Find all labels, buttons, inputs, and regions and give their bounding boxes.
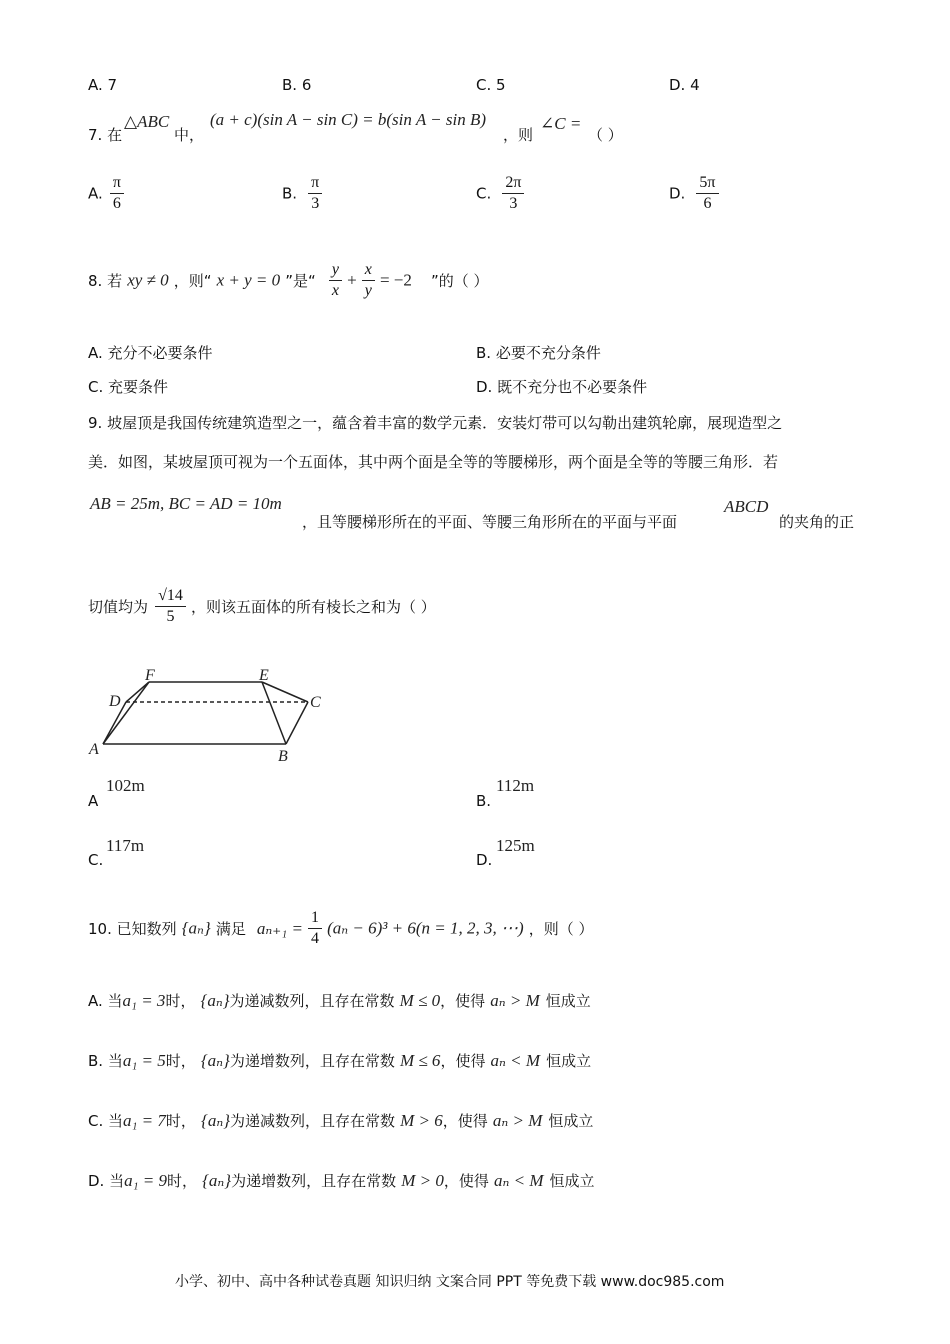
q8-fy-den: x xyxy=(331,282,339,299)
q9-pentahedron-figure xyxy=(86,662,336,767)
q7-option-c-den: 3 xyxy=(509,195,518,212)
q9-tan-fraction xyxy=(155,586,186,627)
q10-option-b xyxy=(88,1050,591,1071)
q7-option-c xyxy=(476,173,524,214)
q9-line4a: 切值均为 xyxy=(88,598,149,616)
q8-option-a: A. 充分不必要条件 xyxy=(88,344,213,362)
q10-c-ineq: aₙ > M xyxy=(492,1111,543,1130)
q10-b-t2: 时， xyxy=(165,1052,196,1070)
edge-bc xyxy=(286,702,308,744)
q9-line3: ，且等腰梯形所在的平面、等腰三角形所在的平面与平面 xyxy=(302,513,678,531)
q9-tan-num: √14 xyxy=(155,586,186,607)
q10-d-ineq: aₙ < M xyxy=(493,1171,544,1190)
q10-b-seq: {aₙ} xyxy=(200,1051,230,1070)
q10-option-c xyxy=(88,1110,593,1131)
q6-option-a: A. 7 xyxy=(88,76,118,94)
q10-d-t4: ，使得 xyxy=(443,1172,489,1190)
q10-b-cond: a₁ = 5 xyxy=(122,1051,166,1070)
q7-blank: （ ） xyxy=(588,126,623,144)
q10-suffix: ，则（ ） xyxy=(528,920,594,938)
q7-triangle: △ABC xyxy=(124,112,170,131)
q8-fraction-y-over-x xyxy=(329,260,342,301)
label-c: C xyxy=(310,694,321,711)
q8-fy-num: y xyxy=(329,260,342,281)
q10-d-cond: a₁ = 9 xyxy=(124,1171,167,1190)
q10-b-t1: B. 当 xyxy=(88,1052,123,1070)
q10-a-m: M ≤ 0 xyxy=(399,991,441,1010)
q10-c-t3: 为递减数列，且存在常数 xyxy=(230,1112,396,1130)
q8-option-d: D. 既不充分也不必要条件 xyxy=(476,378,648,396)
label-f: F xyxy=(145,667,155,684)
q8-option-c: C. 充要条件 xyxy=(88,378,169,396)
q10-frac-num: 1 xyxy=(308,908,322,929)
q10-frac-den: 4 xyxy=(311,930,320,947)
label-d: D xyxy=(109,693,121,710)
q9-given: AB = 25m, BC = AD = 10m xyxy=(90,494,282,513)
q10-a-t4: ，使得 xyxy=(440,992,486,1010)
q10-rhs: (aₙ − 6)³ + 6(n = 1, 2, 3, ⋯) xyxy=(327,918,524,938)
q10-c-t1: C. 当 xyxy=(88,1112,124,1130)
q10-fraction xyxy=(308,908,322,949)
q9-option-c-value: 117m xyxy=(106,836,145,855)
q9-line1: 9. 坡屋顶是我国传统建筑造型之一，蕴含着丰富的数学元素．安装灯带可以勾勒出建筑轮廓，展现造型之 xyxy=(88,414,783,432)
q10-d-t2: 时， xyxy=(166,1172,197,1190)
q10-a-t5: 恒成立 xyxy=(545,992,591,1010)
q8-fx-num: x xyxy=(362,260,375,281)
q10-lhs: aₙ₊₁ = xyxy=(256,918,303,938)
q7-option-d xyxy=(669,173,719,214)
q10-c-t4: ，使得 xyxy=(442,1112,488,1130)
q9-option-d-letter: D. xyxy=(476,851,493,869)
q7-suffix: ，则 xyxy=(503,126,534,144)
q10-d-t3: 为递增数列，且存在常数 xyxy=(231,1172,397,1190)
q7-option-b-den: 3 xyxy=(311,195,320,212)
q7-option-c-letter: C. xyxy=(476,184,492,203)
q7-option-b xyxy=(282,173,322,214)
q7-option-b-num: π xyxy=(308,173,322,194)
label-a: A xyxy=(89,741,99,758)
q8-plus: + xyxy=(347,270,357,290)
q7-option-c-num: 2π xyxy=(502,173,524,194)
page-footer: 小学、初中、高中各种试卷真题 知识归纳 文案合同 PPT 等免费下载 www.doc985.com xyxy=(175,1274,725,1290)
q10-c-seq: {aₙ} xyxy=(201,1111,231,1130)
q10-b-t3: 为递增数列，且存在常数 xyxy=(229,1052,395,1070)
label-e: E xyxy=(259,667,269,684)
q7-option-c-fraction xyxy=(502,173,524,214)
q10-a-ineq: aₙ > M xyxy=(490,991,540,1010)
q7-option-d-fraction xyxy=(696,173,718,214)
q8-fx-den: y xyxy=(364,282,372,299)
q10-b-t5: 恒成立 xyxy=(546,1052,592,1070)
q8-fraction-x-over-y xyxy=(362,260,375,301)
q8-option-b: B. 必要不充分条件 xyxy=(476,344,601,362)
q10-b-t4: ，使得 xyxy=(440,1052,486,1070)
q10-stem xyxy=(88,908,594,949)
q7-option-b-letter: B. xyxy=(282,184,298,203)
q10-option-d xyxy=(88,1170,595,1191)
q10-d-m: M > 0 xyxy=(401,1171,444,1190)
q7-option-d-letter: D. xyxy=(669,184,686,203)
q9-option-d-value: 125m xyxy=(496,836,535,855)
q7-prefix: 7. 在 xyxy=(88,126,123,144)
q10-c-t2: 时， xyxy=(165,1112,196,1130)
q10-mid: 满足 xyxy=(215,920,246,938)
q8-cond: xy ≠ 0 xyxy=(127,270,169,290)
q8-stem xyxy=(88,260,489,301)
q10-b-m: M ≤ 6 xyxy=(399,1051,441,1070)
q10-d-t1: D. 当 xyxy=(88,1172,125,1190)
q8-t3: ”的（ ） xyxy=(430,272,489,290)
edge-df xyxy=(126,682,149,702)
q7-angle: ∠C = xyxy=(540,114,582,133)
q8-t1: ，则“ xyxy=(173,272,212,290)
q9-tan-den: 5 xyxy=(166,608,175,625)
q8-t2: ”是“ xyxy=(285,272,316,290)
q10-d-seq: {aₙ} xyxy=(202,1171,232,1190)
q7-option-a-num: π xyxy=(110,173,124,194)
q7-option-d-den: 6 xyxy=(703,195,712,212)
q10-prefix: 10. 已知数列 xyxy=(88,920,177,938)
q7-option-b-fraction xyxy=(308,173,322,214)
q9-line3b: 的夹角的正 xyxy=(779,513,855,531)
q9-plane: ABCD xyxy=(724,497,769,516)
q10-d-t5: 恒成立 xyxy=(549,1172,595,1190)
q9-option-b-letter: B. xyxy=(476,792,492,810)
q10-c-m: M > 6 xyxy=(400,1111,443,1130)
q6-option-c: C. 5 xyxy=(476,76,506,94)
q10-c-t5: 恒成立 xyxy=(548,1112,594,1130)
q7-option-a-den: 6 xyxy=(112,195,121,212)
q10-b-ineq: aₙ < M xyxy=(490,1051,541,1070)
q10-a-t1: A. 当 xyxy=(88,992,123,1010)
q9-line4 xyxy=(88,586,436,627)
q6-option-b: B. 6 xyxy=(282,76,312,94)
label-b: B xyxy=(278,748,288,765)
q9-option-b-value: 112m xyxy=(496,776,535,795)
q8-rhs: = −2 xyxy=(379,270,412,290)
q7-mid: 中， xyxy=(174,126,205,144)
q9-option-a-value: 102m xyxy=(106,776,145,795)
q8-prefix: 8. 若 xyxy=(88,272,123,290)
q10-seq: {aₙ} xyxy=(181,918,211,938)
q7-equation: (a + c)(sin A − sin C) = b(sin A − sin B) xyxy=(210,110,487,129)
q7-option-a-letter: A. xyxy=(88,184,103,203)
q9-line4b: ，则该五面体的所有棱长之和为（ ） xyxy=(190,598,436,616)
q10-option-a xyxy=(88,990,591,1011)
q7-option-d-num: 5π xyxy=(696,173,718,194)
q7-option-a xyxy=(88,173,124,214)
q9-option-a-letter: A xyxy=(88,792,99,810)
edge-af xyxy=(103,682,149,744)
q9-option-c-letter: C. xyxy=(88,851,104,869)
q6-option-d: D. 4 xyxy=(669,76,700,94)
q8-eq1: x + y = 0 xyxy=(216,270,281,290)
q10-a-t2: 时， xyxy=(165,992,196,1010)
q10-c-cond: a₁ = 7 xyxy=(123,1111,166,1130)
q10-a-cond: a₁ = 3 xyxy=(122,991,166,1010)
q9-line2: 美．如图，某坡屋顶可视为一个五面体，其中两个面是全等的等腰梯形，两个面是全等的等腰三角形．若 xyxy=(88,453,779,471)
q10-a-seq: {aₙ} xyxy=(200,991,230,1010)
q7-option-a-fraction xyxy=(110,173,124,214)
q10-a-t3: 为递减数列，且存在常数 xyxy=(229,992,395,1010)
